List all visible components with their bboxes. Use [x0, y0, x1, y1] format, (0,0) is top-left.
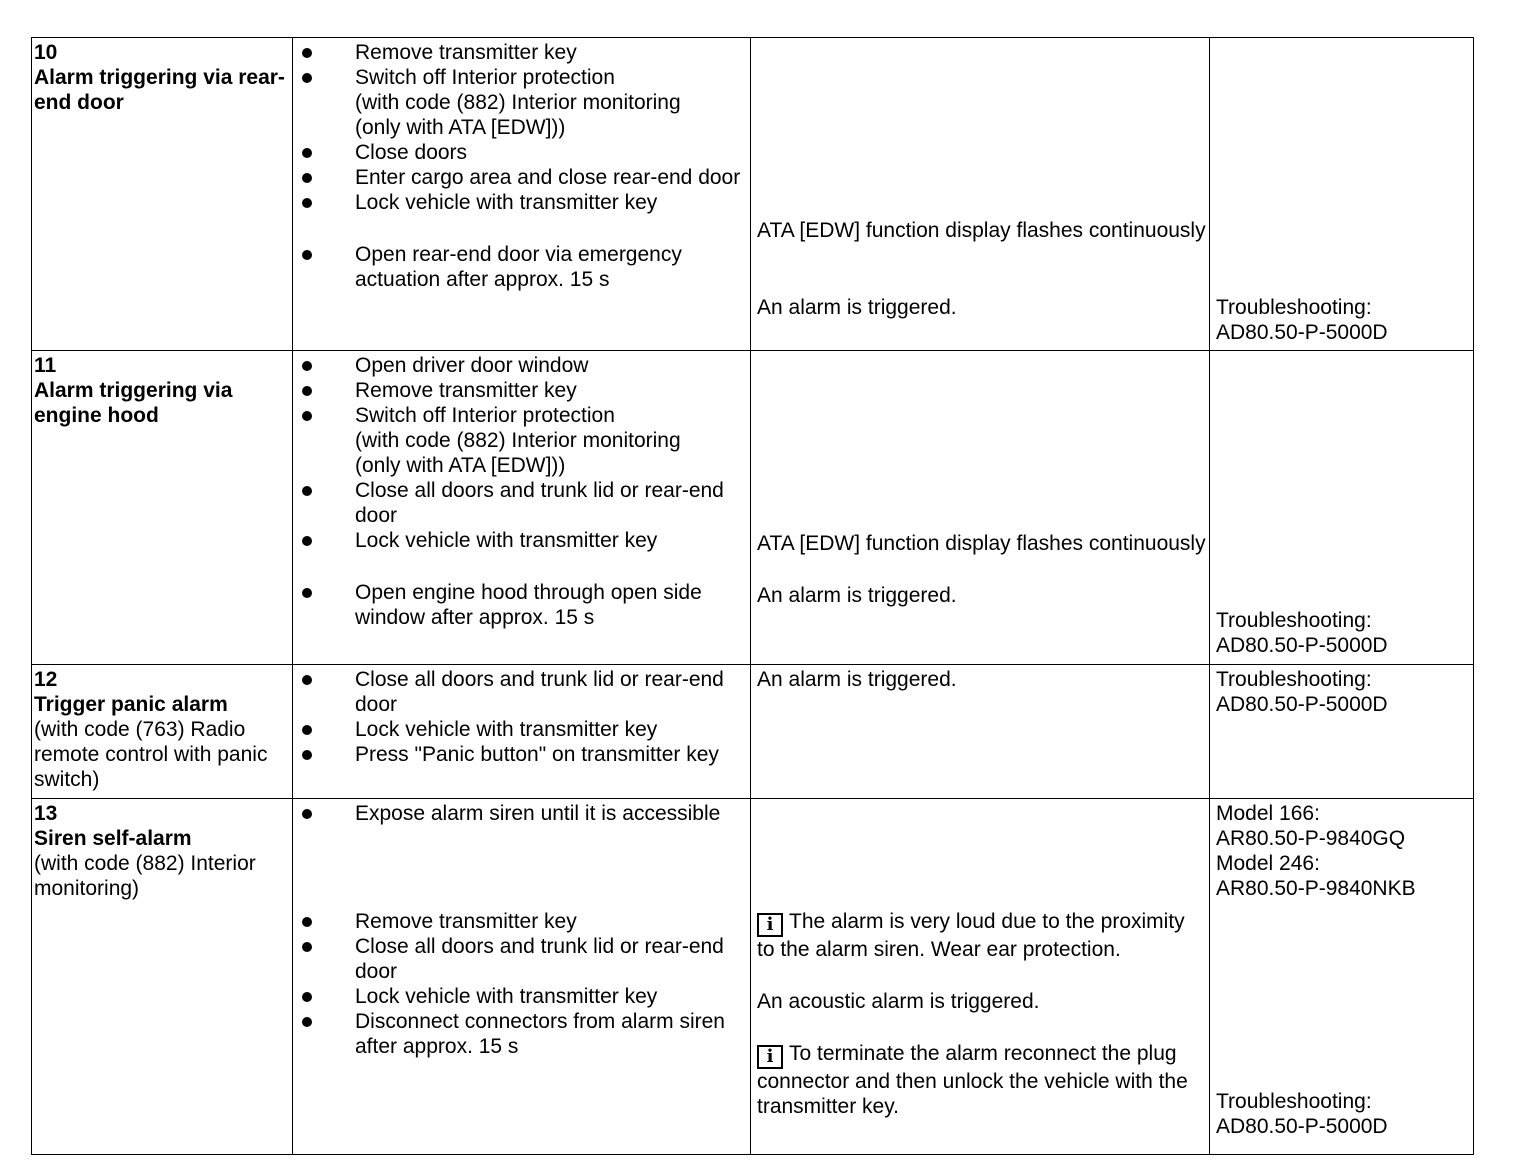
bullet-icon — [302, 361, 312, 371]
bullet-icon — [302, 386, 312, 396]
list-item: Disconnect connectors from alarm siren after approx. 15 s — [295, 1009, 748, 1059]
remedy-code: AD80.50-P-5000D — [1216, 634, 1388, 657]
list-item: Remove transmitter key — [295, 909, 748, 934]
list-item: Switch off Interior protection — [295, 65, 748, 90]
step-number: 11 — [34, 354, 57, 377]
bullet-icon — [302, 675, 312, 685]
result-text: An alarm is triggered. — [757, 668, 957, 691]
step-title: Alarm triggering via engine hood — [34, 379, 233, 427]
list-item: Open rear-end door via emergency actuation after approx. 15 s — [295, 242, 748, 292]
remedy-cell — [1210, 38, 1474, 351]
remedy-label: Troubleshooting: — [1216, 1090, 1372, 1113]
list-item: Lock vehicle with transmitter key — [295, 984, 748, 1009]
table-row — [32, 799, 1474, 1155]
step-cell — [32, 351, 293, 665]
list-item: Lock vehicle with transmitter key — [295, 190, 748, 215]
remedy-code: AD80.50-P-5000D — [1216, 1115, 1388, 1138]
list-item: Enter cargo area and close rear-end door — [295, 165, 748, 190]
bullet-icon — [302, 750, 312, 760]
list-item: Close all doors and trunk lid or rear-end door — [295, 667, 748, 717]
step-number: 12 — [34, 668, 58, 691]
list-item: Press "Panic button" on transmitter key — [295, 742, 748, 767]
list-item: Switch off Interior protection — [295, 403, 748, 428]
step-title: Trigger panic alarm — [34, 693, 228, 716]
info-note: i To terminate the alarm reconnect the plug connector and then unlock the vehicle with the transmitter key. — [757, 1042, 1188, 1118]
remedy-label: Troubleshooting: — [1216, 609, 1372, 632]
bullet-icon — [302, 486, 312, 496]
remedy-code: AR80.50-P-9840GQ — [1216, 827, 1406, 850]
remedy-code: AR80.50-P-9840NKB — [1216, 877, 1416, 900]
remedy-label: Troubleshooting: — [1216, 296, 1372, 319]
bullet-icon — [302, 588, 312, 598]
procedure-cell — [293, 665, 751, 799]
result-text: An alarm is triggered. — [757, 584, 957, 607]
list-item-note: (with code (882) Interior monitoring — [355, 91, 681, 114]
remedy-label: Troubleshooting: — [1216, 668, 1372, 691]
bullet-icon — [302, 198, 312, 208]
bullet-icon — [302, 942, 312, 952]
bullet-icon — [302, 48, 312, 58]
table-row — [32, 38, 1474, 351]
step-title: Siren self-alarm — [34, 827, 192, 850]
list-item-note: (only with ATA [EDW])) — [355, 454, 566, 477]
procedure-cell — [293, 799, 751, 1155]
info-icon: i — [757, 913, 783, 937]
list-item: Lock vehicle with transmitter key — [295, 717, 748, 742]
list-item: Close all doors and trunk lid or rear-end door — [295, 934, 748, 984]
remedy-cell — [1210, 799, 1474, 1155]
step-title: Alarm triggering via rear-end door — [34, 66, 285, 114]
list-item: Open driver door window — [295, 353, 748, 378]
list-item: Close all doors and trunk lid or rear-end door — [295, 478, 748, 528]
table-row — [32, 351, 1474, 665]
result-cell — [751, 351, 1210, 665]
bullet-icon — [302, 148, 312, 158]
step-note: (with code (763) Radio remote control with panic switch) — [34, 718, 268, 791]
list-item: Remove transmitter key — [295, 378, 748, 403]
result-text: An acoustic alarm is triggered. — [757, 990, 1040, 1013]
result-text: ATA [EDW] function display flashes continuously — [757, 532, 1206, 555]
info-note: i The alarm is very loud due to the proximity to the alarm siren. Wear ear protection. — [757, 910, 1185, 961]
bullet-icon — [302, 725, 312, 735]
bullet-icon — [302, 173, 312, 183]
result-cell — [751, 38, 1210, 351]
result-text: ATA [EDW] function display flashes continuously — [757, 219, 1206, 242]
procedure-cell — [293, 38, 751, 351]
bullet-icon — [302, 536, 312, 546]
table-row — [32, 665, 1474, 799]
bullet-icon — [302, 411, 312, 421]
bullet-icon — [302, 917, 312, 927]
remedy-code: AD80.50-P-5000D — [1216, 321, 1388, 344]
step-number: 10 — [34, 41, 58, 64]
bullet-icon — [302, 1017, 312, 1027]
step-cell — [32, 665, 293, 799]
list-item-note: (with code (882) Interior monitoring — [355, 429, 681, 452]
step-cell — [32, 38, 293, 351]
step-note: (with code (882) Interior monitoring) — [34, 852, 256, 900]
list-item: Expose alarm siren until it is accessible — [295, 801, 748, 826]
remedy-label: Model 246: — [1216, 852, 1320, 875]
remedy-code: AD80.50-P-5000D — [1216, 693, 1388, 716]
result-cell — [751, 665, 1210, 799]
bullet-icon — [302, 992, 312, 1002]
list-item: Remove transmitter key — [295, 40, 748, 65]
remedy-label: Model 166: — [1216, 802, 1320, 825]
result-text: An alarm is triggered. — [757, 296, 957, 319]
bullet-icon — [302, 809, 312, 819]
list-item: Open engine hood through open side window after approx. 15 s — [295, 580, 748, 630]
step-number: 13 — [34, 802, 58, 825]
list-item: Close doors — [295, 140, 748, 165]
bullet-icon — [302, 73, 312, 83]
result-cell — [751, 799, 1210, 1155]
step-cell — [32, 799, 293, 1155]
bullet-icon — [302, 250, 312, 260]
test-procedure-table — [31, 37, 1474, 1155]
remedy-cell — [1210, 351, 1474, 665]
remedy-cell — [1210, 665, 1474, 799]
list-item: Lock vehicle with transmitter key — [295, 528, 748, 553]
info-icon: i — [757, 1045, 783, 1069]
list-item-note: (only with ATA [EDW])) — [355, 116, 566, 139]
procedure-cell — [293, 351, 751, 665]
